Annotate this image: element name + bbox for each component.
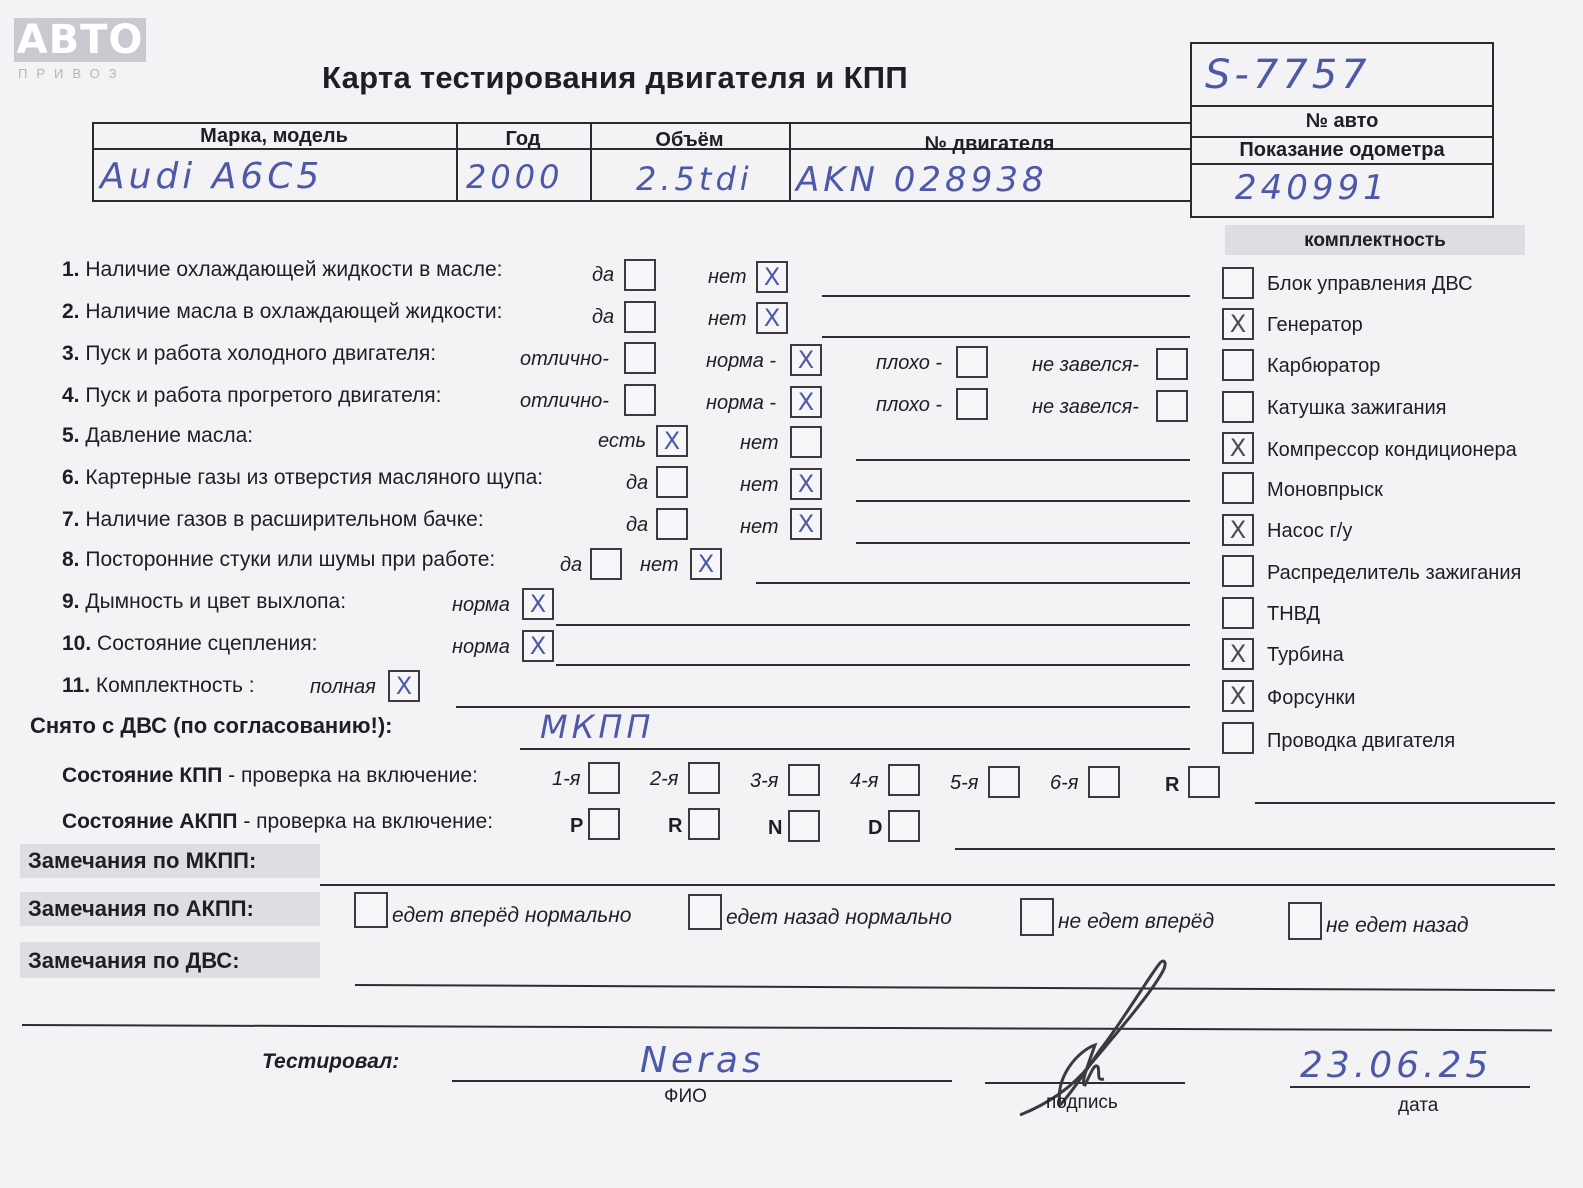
year-value: 2000 xyxy=(466,158,564,196)
akpp-option-checkbox[interactable] xyxy=(1288,902,1322,940)
akpp-option-label: едет назад нормально xyxy=(726,906,952,929)
question-number: 1. xyxy=(62,258,80,281)
answer-line xyxy=(556,624,1190,626)
mode-label: R xyxy=(668,815,683,837)
question-7 xyxy=(62,508,484,532)
answer-line xyxy=(856,542,1190,544)
odometer-label: Показание одометра xyxy=(1239,139,1445,161)
gear-checkbox[interactable] xyxy=(888,764,920,796)
question-8 xyxy=(62,548,495,572)
option-label: есть xyxy=(598,430,647,452)
checkbox[interactable]: X xyxy=(790,508,822,540)
question-number: 7. xyxy=(62,508,80,531)
komplekt-label: Карбюратор xyxy=(1267,355,1381,377)
answer-line xyxy=(822,336,1190,338)
brand-logo: АВТО xyxy=(14,18,146,62)
komplekt-checkbox[interactable]: X xyxy=(1222,638,1254,670)
option-label: нет xyxy=(708,308,747,330)
komplekt-checkbox[interactable] xyxy=(1222,722,1254,754)
volume-value: 2.5tdi xyxy=(636,160,753,198)
engine-number-value: AKN 028938 xyxy=(796,160,1048,200)
question-number: 2. xyxy=(62,300,80,323)
option-label: плохо - xyxy=(876,352,943,374)
komplekt-label: Проводка двигателя xyxy=(1267,730,1456,752)
answer-line xyxy=(355,984,1555,991)
akpp-option-checkbox[interactable] xyxy=(1020,898,1054,936)
col-header-make: Марка, модель xyxy=(200,125,348,147)
question-text: Комплектность : xyxy=(95,674,255,697)
komplekt-label: Блок управления ДВС xyxy=(1267,273,1473,295)
answer-line xyxy=(756,582,1190,584)
question-number: 11. xyxy=(62,674,91,697)
brand-logo-subtitle: ПРИВОЗ xyxy=(18,66,126,81)
komplekt-checkbox[interactable] xyxy=(1222,597,1254,629)
komplekt-checkbox[interactable] xyxy=(1222,267,1254,299)
checkbox[interactable] xyxy=(956,346,988,378)
question-text: Состояние сцепления: xyxy=(97,632,318,655)
checkbox[interactable]: X xyxy=(522,588,554,620)
akpp-label xyxy=(62,810,493,834)
kpp-label-rest: - проверка на включение: xyxy=(222,764,478,787)
komplekt-label: Турбина xyxy=(1267,644,1344,666)
checkbox[interactable] xyxy=(1156,348,1188,380)
date-label: дата xyxy=(1398,1095,1439,1116)
question-text: Картерные газы из отверстия масляного щупа: xyxy=(85,466,544,489)
col-header-volume: Объём xyxy=(655,129,724,151)
answer-line xyxy=(822,295,1190,297)
question-text: Давление масла: xyxy=(85,424,254,447)
option-label: норма - xyxy=(706,350,777,372)
gear-label: R xyxy=(1165,774,1180,796)
komplekt-label: Моновпрыск xyxy=(1267,479,1383,501)
option-label: да xyxy=(560,554,583,576)
question-3 xyxy=(62,342,436,366)
checkbox[interactable] xyxy=(790,426,822,458)
checkbox[interactable] xyxy=(956,388,988,420)
question-text: Дымность и цвет выхлопа: xyxy=(85,590,347,613)
checkbox[interactable]: X xyxy=(690,548,722,580)
gear-label: 2-я xyxy=(650,768,679,790)
col-header-engine-no: № двигателя xyxy=(924,133,1055,155)
option-label: плохо - xyxy=(876,394,943,416)
question-text: Наличие масла в охлаждающей жидкости: xyxy=(85,300,503,323)
komplekt-label: Генератор xyxy=(1267,314,1363,336)
removed-value: МКПП xyxy=(540,708,655,746)
option-label: да xyxy=(626,472,649,494)
mode-checkbox[interactable] xyxy=(588,808,620,840)
komplekt-checkbox[interactable] xyxy=(1222,555,1254,587)
komplektnost-title: комплектность xyxy=(1225,225,1525,255)
mode-checkbox[interactable] xyxy=(888,810,920,842)
question-6 xyxy=(62,466,543,490)
akpp-label-bold: Состояние АКПП xyxy=(62,810,238,833)
gear-label: 1-я xyxy=(552,768,581,790)
col-header-year: Год xyxy=(505,128,541,150)
option-label: норма - xyxy=(706,392,777,414)
mode-label: P xyxy=(570,815,584,837)
akpp-option-checkbox[interactable] xyxy=(354,892,388,928)
question-9 xyxy=(62,590,346,614)
question-1 xyxy=(62,258,502,282)
question-text: Наличие газов в расширительном бачке: xyxy=(85,508,484,531)
komplekt-label: Катушка зажигания xyxy=(1267,397,1447,419)
gear-label: 4-я xyxy=(850,770,879,792)
question-text: Пуск и работа холодного двигателя: xyxy=(85,342,437,365)
checkbox[interactable]: X xyxy=(388,670,420,702)
mode-label: N xyxy=(768,817,783,839)
answer-line xyxy=(955,848,1555,850)
komplekt-checkbox[interactable] xyxy=(1222,349,1254,381)
question-text: Наличие охлаждающей жидкости в масле: xyxy=(85,258,503,281)
option-label: нет xyxy=(740,474,779,496)
akpp-option-label: не едет назад xyxy=(1326,914,1469,937)
option-label: нет xyxy=(708,266,747,288)
question-text: Пуск и работа прогретого двигателя: xyxy=(85,384,442,407)
komplekt-checkbox[interactable]: X xyxy=(1222,680,1254,712)
gear-checkbox[interactable] xyxy=(688,762,720,794)
komplekt-label: Насос г/у xyxy=(1267,520,1353,542)
divider xyxy=(1190,163,1494,165)
komplekt-label: Форсунки xyxy=(1267,687,1356,709)
answer-line xyxy=(856,500,1190,502)
mode-checkbox[interactable] xyxy=(688,808,720,840)
question-text: Посторонние стуки или шумы при работе: xyxy=(85,548,496,571)
option-label: не завелся- xyxy=(1032,354,1139,376)
remarks-mkpp-label: Замечания по МКПП: xyxy=(28,848,257,873)
mode-label: D xyxy=(868,817,883,839)
question-4 xyxy=(62,384,442,408)
question-5 xyxy=(62,424,253,448)
remarks-dvs-label: Замечания по ДВС: xyxy=(28,948,240,973)
checkbox[interactable] xyxy=(624,384,656,416)
checkbox[interactable] xyxy=(624,259,656,291)
option-label: отлично- xyxy=(520,348,609,370)
answer-line xyxy=(320,884,1555,886)
question-11 xyxy=(62,674,255,698)
removed-label: Снято с ДВС (по согласованию!): xyxy=(30,713,393,738)
gear-checkbox[interactable] xyxy=(588,762,620,794)
option-label: нет xyxy=(640,554,679,576)
gear-label: 3-я xyxy=(750,770,779,792)
question-number: 6. xyxy=(62,466,80,489)
signature-label: подпись xyxy=(1046,1092,1118,1113)
kpp-label xyxy=(62,764,478,788)
date-value: 23.06.25 xyxy=(1300,1045,1493,1086)
komplekt-checkbox[interactable]: X xyxy=(1222,432,1254,464)
option-label: да xyxy=(592,306,615,328)
odometer-value: 240991 xyxy=(1235,168,1389,208)
fio-value: Neras xyxy=(640,1040,765,1081)
checkbox[interactable]: X xyxy=(656,425,688,457)
question-number: 4. xyxy=(62,384,80,407)
question-2 xyxy=(62,300,502,324)
option-label: нет xyxy=(740,432,779,454)
akpp-option-checkbox[interactable] xyxy=(688,894,722,930)
option-label: отлично- xyxy=(520,390,609,412)
question-number: 8. xyxy=(62,548,80,571)
divider xyxy=(1190,105,1494,107)
option-label: нет xyxy=(740,516,779,538)
komplekt-checkbox[interactable]: X xyxy=(1222,308,1254,340)
answer-line xyxy=(556,664,1190,666)
komplekt-label: Распределитель зажигания xyxy=(1267,562,1522,584)
kpp-label-bold: Состояние КПП xyxy=(62,764,223,787)
question-number: 10. xyxy=(62,632,92,655)
make-model-value: Audi A6C5 xyxy=(100,156,324,197)
mode-checkbox[interactable] xyxy=(788,810,820,842)
komplekt-label: Компрессор кондиционера xyxy=(1267,439,1517,461)
tested-label: Тестировал: xyxy=(262,1050,400,1073)
answer-line xyxy=(856,459,1190,461)
gear-label: 6-я xyxy=(1050,772,1079,794)
fio-label: ФИО xyxy=(664,1086,707,1107)
komplekt-checkbox[interactable]: X xyxy=(1222,514,1254,546)
option-label: полная xyxy=(310,676,376,698)
option-label: норма xyxy=(452,636,510,658)
date-line xyxy=(1290,1086,1530,1088)
gear-label: 5-я xyxy=(950,772,979,794)
gear-checkbox[interactable] xyxy=(1188,766,1220,798)
checkbox[interactable] xyxy=(624,301,656,333)
checkbox[interactable] xyxy=(624,342,656,374)
auto-number-value: S-7757 xyxy=(1205,52,1371,98)
question-10 xyxy=(62,632,317,656)
page-title: Карта тестирования двигателя и КПП xyxy=(322,60,908,95)
question-number: 5. xyxy=(62,424,80,447)
gear-checkbox[interactable] xyxy=(1088,766,1120,798)
option-label: да xyxy=(626,514,649,536)
checkbox[interactable] xyxy=(656,466,688,498)
answer-line xyxy=(520,748,1190,750)
checkbox[interactable]: X xyxy=(756,302,788,334)
checkbox[interactable] xyxy=(656,508,688,540)
komplekt-label: ТНВД xyxy=(1267,603,1321,625)
komplekt-checkbox[interactable] xyxy=(1222,472,1254,504)
gear-checkbox[interactable] xyxy=(788,764,820,796)
option-label: не завелся- xyxy=(1032,396,1139,418)
akpp-option-label: не едет вперёд xyxy=(1058,910,1215,933)
komplekt-checkbox[interactable] xyxy=(1222,391,1254,423)
remarks-akpp-label: Замечания по АКПП: xyxy=(28,896,254,921)
checkbox[interactable]: X xyxy=(790,386,822,418)
auto-number-label: № авто xyxy=(1305,110,1379,132)
checkbox[interactable] xyxy=(590,548,622,580)
question-number: 9. xyxy=(62,590,80,613)
akpp-option-label: едет вперёд нормально xyxy=(392,904,632,927)
gear-checkbox[interactable] xyxy=(988,766,1020,798)
answer-line xyxy=(1255,802,1555,804)
checkbox[interactable]: X xyxy=(790,468,822,500)
question-number: 3. xyxy=(62,342,80,365)
checkbox[interactable] xyxy=(1156,390,1188,422)
checkbox[interactable]: X xyxy=(522,630,554,662)
answer-line xyxy=(22,1024,1552,1031)
fio-line xyxy=(452,1080,952,1082)
option-label: норма xyxy=(452,594,510,616)
akpp-label-rest: - проверка на включение: xyxy=(237,810,494,833)
checkbox[interactable]: X xyxy=(790,344,822,376)
option-label: да xyxy=(592,264,615,286)
checkbox[interactable]: X xyxy=(756,261,788,293)
divider xyxy=(1190,136,1494,138)
